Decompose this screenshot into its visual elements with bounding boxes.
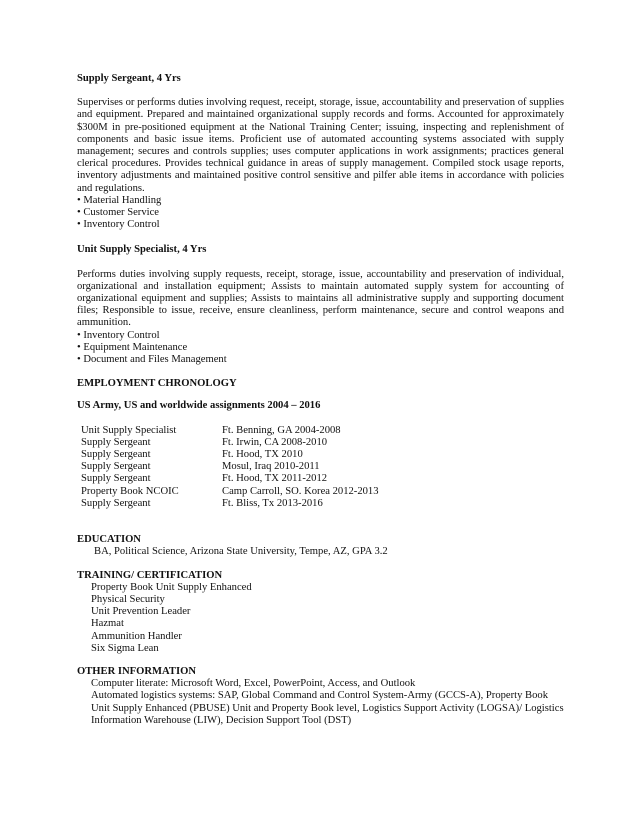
employment-chronology-section bbox=[77, 378, 564, 510]
training-heading: TRAINING/ CERTIFICATION bbox=[77, 569, 223, 581]
training-section bbox=[77, 570, 564, 655]
skill-item: • Inventory Control bbox=[77, 219, 564, 231]
training-item: Physical Security bbox=[91, 593, 165, 605]
supply-sergeant-skills bbox=[77, 195, 564, 232]
training-item: Ammunition Handler bbox=[91, 630, 182, 642]
unit-supply-specialist-skills bbox=[77, 330, 564, 367]
table-row bbox=[81, 461, 379, 473]
other-information-list bbox=[77, 678, 564, 727]
other-information-section bbox=[77, 666, 564, 727]
other-information-heading: OTHER INFORMATION bbox=[77, 665, 196, 677]
training-item: Six Sigma Lean bbox=[91, 642, 159, 654]
assignment-title: Supply Sergeant bbox=[81, 449, 151, 461]
employment-chronology-subheading: US Army, US and worldwide assignments 2004 – 2016 bbox=[77, 400, 321, 412]
skill-item: • Customer Service bbox=[77, 207, 564, 219]
assignment-location: Ft. Irwin, CA 2008-2010 bbox=[222, 436, 328, 448]
unit-supply-specialist-section bbox=[77, 244, 564, 366]
table-row bbox=[81, 473, 379, 485]
skill-item: • Equipment Maintenance bbox=[77, 342, 564, 354]
assignment-title: Supply Sergeant bbox=[81, 497, 151, 509]
assignment-location: Ft. Benning, GA 2004-2008 bbox=[222, 424, 341, 436]
skill-item: • Material Handling bbox=[77, 195, 564, 207]
table-row bbox=[81, 498, 379, 510]
resume-page bbox=[77, 73, 564, 727]
computer-literate-line: Computer literate: Microsoft Word, Excel, PowerPoint, Access, and Outlook bbox=[91, 678, 416, 690]
education-heading: EDUCATION bbox=[77, 534, 141, 546]
assignment-location: Ft. Bliss, Tx 2013-2016 bbox=[222, 497, 323, 509]
unit-supply-specialist-description: Performs duties involving supply requests, receipt, storage, issue, accountability and preservation of individual, organizational and installation equipment; Assists to maintain automated supply system for accounting of organizational equipment and supplies; Assists to maintains all administrative supply and supporting document files; Responsible to issue, receive, ensure cleanliness, perform maintenance, secure and control weapons and ammunition. bbox=[77, 268, 564, 329]
assignment-title: Supply Sergeant bbox=[81, 473, 151, 485]
assignment-location: Mosul, Iraq 2010-2011 bbox=[222, 461, 320, 473]
supply-sergeant-heading: Supply Sergeant, 4 Yrs bbox=[77, 73, 181, 84]
table-row bbox=[81, 449, 379, 461]
training-list bbox=[77, 582, 564, 655]
education-degree: BA, Political Science, Arizona State University, Tempe, AZ, GPA 3.2 bbox=[94, 546, 388, 558]
assignment-table bbox=[81, 425, 379, 510]
assignment-title: Supply Sergeant bbox=[81, 461, 151, 473]
assignment-location: Ft. Hood, TX 2010 bbox=[222, 449, 303, 461]
logistics-systems-line: Automated logistics systems: SAP, Global Command and Control System-Army (GCCS-A), Property Book Unit Supply Enhanced (PBUSE) Unit and Property Book level, Logistics Support Activity (LOGSA)/ Logistics Information Warehouse (LIW), Decision Support Tool (DST) bbox=[91, 690, 564, 726]
assignment-title: Property Book NCOIC bbox=[81, 485, 179, 497]
table-row bbox=[81, 437, 379, 449]
supply-sergeant-section bbox=[77, 73, 564, 231]
skill-item: • Inventory Control bbox=[77, 330, 564, 342]
skill-item: • Document and Files Management bbox=[77, 354, 564, 366]
table-row bbox=[81, 425, 379, 437]
education-section bbox=[77, 534, 564, 558]
assignment-title: Unit Supply Specialist bbox=[81, 424, 177, 436]
employment-chronology-heading: EMPLOYMENT CHRONOLOGY bbox=[77, 378, 237, 390]
assignment-title: Supply Sergeant bbox=[81, 436, 151, 448]
assignment-location: Ft. Hood, TX 2011-2012 bbox=[222, 473, 328, 485]
training-item: Property Book Unit Supply Enhanced bbox=[91, 581, 252, 593]
unit-supply-specialist-heading: Unit Supply Specialist, 4 Yrs bbox=[77, 244, 207, 256]
training-item: Unit Prevention Leader bbox=[91, 606, 191, 618]
supply-sergeant-description: Supervises or performs duties involving request, receipt, storage, issue, accountability and preservation of supplies and equipment. Prepared and maintained organizational supply records and forms. Accounted for approximately $300M in pre-positioned equipment at the National Training Center; issuing, inspecting and replenishment of components and basic issue items. Proficient use of automated accounting systems associated with supply management; secures and controls supplies; uses computer applications in work assignments; practices general clerical procedures. Provides technical guidance in areas of supply management. Compiled stock usage reports, inventory adjustments and maintained positive control sensitive and pilfer able items in accordance with policies and regulations. bbox=[77, 97, 564, 194]
assignment-location: Camp Carroll, SO. Korea 2012-2013 bbox=[222, 485, 379, 497]
training-item: Hazmat bbox=[91, 618, 124, 630]
table-row bbox=[81, 486, 379, 498]
